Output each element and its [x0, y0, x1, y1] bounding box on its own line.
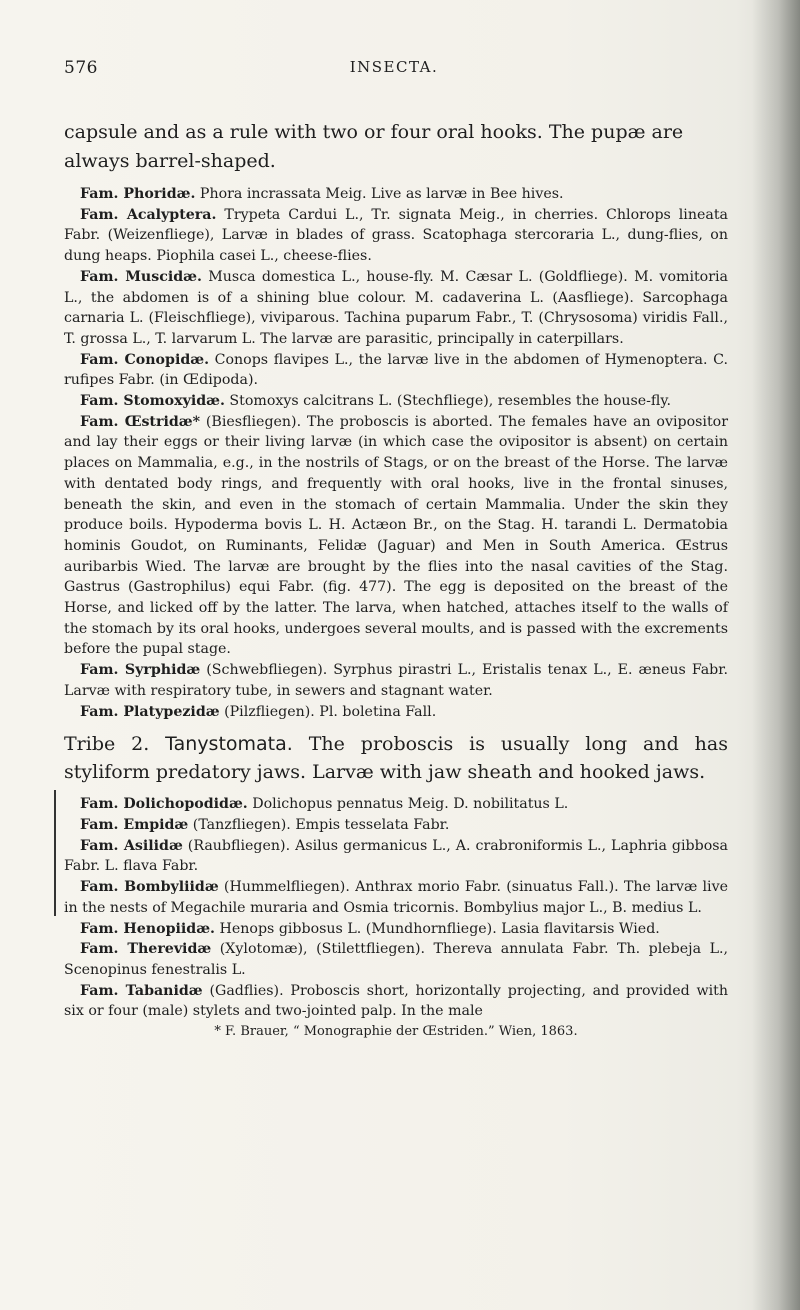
family-list-2 [64, 794, 728, 1022]
family-name: Fam. Œstridæ* [80, 413, 201, 430]
family-name: Fam. Acalyptera. [80, 206, 217, 223]
family-entry [64, 877, 728, 918]
tribe-label: Tribe 2. [64, 733, 166, 756]
family-text: (Schwebfliegen). Syrphus pirastri L., Eristalis tenax L., E. æneus Fabr. Larvæ with respiratory tube, in sewers and stagnant water. [64, 662, 728, 699]
family-name: Fam. Asilidæ [80, 837, 183, 854]
family-entry [64, 981, 728, 1022]
family-text: Musca domestica L., house-fly. M. Cæsar L. (Goldfliege). M. vomitoria L., the abdomen is of a shining blue colour. M. cadaverina L. (Aasfliege). Sarcophaga carnaria L. (Fleischfliege), viviparous. Tachina puparum Fabr., T. (Chrysosoma) viridis Fall., T. grossa L., T. larvarum L. The larvæ are parasitic, principally in caterpillars. [64, 268, 728, 347]
page-edge-shadow [752, 0, 800, 1310]
tribe-heading [64, 730, 728, 786]
family-text: (Hummelfliegen). Anthrax morio Fabr. (sinuatus Fall.). The larvæ live in the nests of Megachile muraria and Osmia tricornis. Bombylius major L., B. medius L. [64, 879, 728, 916]
family-text: Conops flavipes L., the larvæ live in the abdomen of Hymenoptera. C. rufipes Fabr. (in Œdipoda). [64, 351, 728, 389]
family-name: Fam. Tabanidæ [80, 982, 203, 999]
family-text: Phora incrassata Meig. Live as larvæ in Bee hives. [195, 186, 564, 202]
family-name: Fam. Empidæ [80, 816, 189, 833]
family-entry [64, 939, 728, 980]
family-text: (Xylotomæ), (Stilettfliegen). Thereva annulata Fabr. Th. plebeja L., Scenopinus fenestralis L. [64, 941, 729, 978]
family-name: Fam. Muscidæ. [80, 268, 202, 285]
family-list-1 [64, 184, 728, 722]
family-text: (Tanzfliegen). Empis tesselata Fabr. [188, 816, 450, 833]
family-entry [64, 660, 728, 701]
family-entry [64, 919, 728, 940]
family-name: Fam. Henopiidæ. [80, 920, 215, 937]
family-text: Henops gibbosus L. (Mundhornfliege). Lasia flavitarsis Wied. [214, 920, 660, 937]
page-number: 576 [64, 58, 98, 78]
family-text: Stomoxys calcitrans L. (Stechfliege), resembles the house-fly. [224, 393, 672, 410]
footnote: * F. Brauer, “ Monographie der Œstriden.” Wien, 1863. [214, 1024, 578, 1040]
family-entry [64, 836, 728, 877]
family-entry [64, 794, 728, 815]
family-text: (Raubfliegen). Asilus germanicus L., A. crabroniformis L., Laphria gibbosa Fabr. L. flava Fabr. [64, 837, 728, 875]
tribe-name: Tanystomata. [165, 733, 293, 756]
family-name: Fam. Syrphidæ [80, 662, 201, 679]
margin-rule [54, 790, 56, 916]
family-entry [64, 815, 728, 836]
family-name: Fam. Stomoxyidæ. [80, 393, 225, 410]
page-content [64, 118, 728, 1052]
family-name: Fam. Phoridæ. [80, 186, 196, 202]
family-entry [64, 391, 728, 412]
family-text: (Gadflies). Proboscis short, horizontally projecting, and provided with six or four (male) stylets and two-jointed palp. In the male [64, 982, 729, 1020]
family-text: Dolichopus pennatus Meig. D. nobilitatus L. [247, 796, 569, 813]
family-name: Fam. Therevidæ [80, 941, 212, 958]
family-entry [64, 267, 728, 350]
tribe-description: The proboscis is usually long and has styliform predatory jaws. Larvæ with jaw sheath and hooked jaws. [64, 733, 728, 784]
intro-paragraph: capsule and as a rule with two or four oral hooks. The pupæ are always barrel-shaped. [64, 121, 684, 172]
family-text: (Biesfliegen). The proboscis is aborted. The females have an ovipositor and lay their eggs or their living larvæ (in which case the ovipositor is absent) on certain places on Mammalia, e.g., in the nostrils of Stags, or on the breast of the Horse. The larvæ with dentated body rings, and frequently with oral hooks, live in the frontal sinuses, beneath the skin, and even in the stomach of certain Mammalia. Under the skin they produce boils. Hypoderma bovis L. H. Actæon Br., on the Stag. H. tarandi L. Dermatobia hominis Goudot, on Ruminants, Felidæ (Jaguar) and Men in South America. Œstrus auribarbis Wied. The larvæ are brought by the flies into the nasal cavities of the Stag. Gastrus (Gastrophilus) equi Fabr. (fig. 477). The egg is deposited on the breast of the Horse, and licked off by the latter. The larva, when hatched, attaches itself to the walls of the stomach by its oral hooks, undergoes several moults, and is passed with the excrements before the pupal stage. [64, 413, 728, 658]
family-name: Fam. Bombyliidæ [80, 879, 219, 896]
family-entry [64, 412, 728, 660]
family-entry [64, 205, 728, 267]
family-name: Fam. Dolichopodidæ. [80, 796, 248, 813]
family-entry [64, 702, 728, 723]
family-entry [64, 350, 728, 391]
family-name: Fam. Platypezidæ [80, 703, 220, 720]
running-title: INSECTA. [349, 58, 439, 76]
family-text: Trypeta Cardui L., Tr. signata Meig., in cherries. Chlorops lineata Fabr. (Weizenfliege), Larvæ in blades of grass. Scatophaga stercoraria L., dung-flies, on dung heaps. Piophila casei L., cheese-flies. [64, 206, 728, 265]
family-text: (Pilzfliegen). Pl. boletina Fall. [219, 703, 437, 720]
family-entry [64, 184, 728, 205]
family-name: Fam. Conopidæ. [80, 351, 210, 368]
